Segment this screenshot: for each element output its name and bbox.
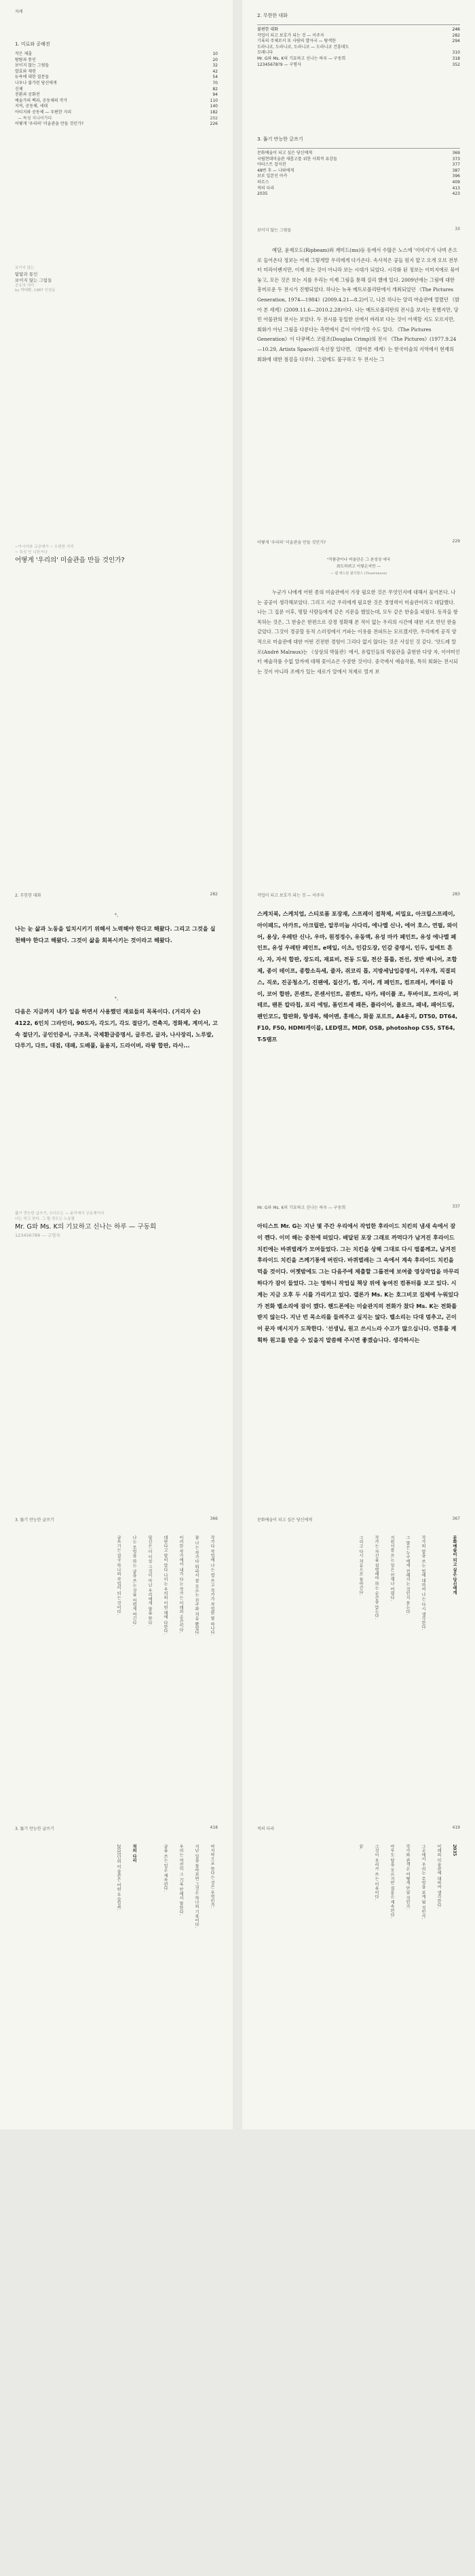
- section-mark-2: *,: [114, 996, 119, 1001]
- page-419: [242, 1817, 475, 2129]
- page-number: 419: [452, 1825, 460, 1830]
- title-line-1: 탐탐과 통인: [15, 271, 38, 277]
- chapter-title: 어떻게 '우리의' 미술관을 만들 것인가?: [15, 557, 125, 564]
- toc-entry-title: 아티지와 공동체 — 우편한 지리: [15, 109, 72, 115]
- running-header: Mr. G와 Ms. K의 기묘하고 신나는 하루 — 구동희: [257, 1206, 346, 1210]
- running-header: 적의 다리: [257, 1827, 275, 1831]
- spread-5: [0, 1196, 475, 1508]
- chapter-small: 뚫기 만능한 글쓰기, 오디오는 — 윤리에서 공동체이다: [15, 1212, 104, 1216]
- running-header: 보이지 않는 그림들: [257, 228, 292, 233]
- running-header: 2. 무한한 대화: [15, 893, 41, 898]
- toc-entry[interactable]: [257, 162, 460, 168]
- page-number: 337: [452, 1204, 460, 1209]
- vcol: 지원서를 쓰는 일은 언제나 어렵다.: [390, 1535, 394, 1601]
- page-418: [0, 1817, 233, 2129]
- toc-entry-page: 413: [452, 185, 460, 191]
- page-283: [242, 884, 475, 1196]
- vcol: 대한다고 말이 맞다 나이는 우리의 이번 해에 다한다.: [163, 1535, 168, 1635]
- body-text: 스케치북, 스케치업, 스티로폼 포장재, 스프레이 접착제, 씨밀요, 아크릴스프레이, 아이패드, 아카트, 아크릴판, 알루미늄 사다리, 에나멜 신나, 에어 호스, 연필, 와이어, 용상, 우레탄 신나, 우마, 원정정수, 유동액, 유성 마카 페인트, 유성 에나멜 페인트, 유성 우레탄 페인트, e메일, 이츠, 인감도장, 인감 증명서, 인두, 일에트 흔사, 자, 자석 합판, 장도리, 재료비, 전동 드릴, 전산 톱틀, 전선, 젓반 베니어, 조합제, 종이 테이프, 종합소득세, 줄자, 쥐코리 톱, 지방세납입증명서, 지우개, 직결피스, 직쏘, 진공청소기, 진팬에, 질산기, 쩝, 지어, 캐 페인트, 컴프레서, 케이블 타이, 코어 합판, 콘센트, 콘센서인트, 콤벤트, 타카, 테이플 조, 투바이포, 트라이, 퍼테르, 팬톤 칼라칩, 포리 에팀, 폼인트세 패튼, 플라이어, 플로크, 패네, 패어드링, 펜인코드, 합판화, 항생복, 헤어멘, 홍매스, 화물 포르트, A4용지, DT50, DT64, F10, F50, HDMI케이블, LED램프, MDF, OSB, photoshop CS5, ST64, T-5램프: [257, 910, 459, 1043]
- toc-entry-page: 42: [212, 69, 218, 74]
- toc-entry-page: 94: [212, 92, 218, 98]
- toc-entry[interactable]: [257, 151, 460, 157]
- running-header: 3. 뚫기 만능한 글쓰기: [15, 1827, 54, 1831]
- toc-entry[interactable]: [15, 75, 218, 81]
- toc-entry-page: 140: [210, 104, 218, 109]
- toc-entry[interactable]: [15, 81, 218, 87]
- toc-page-right: [242, 0, 475, 219]
- spread-3: [0, 531, 475, 884]
- toc-entry-page: 396: [452, 174, 460, 179]
- toc-entry-title: 나우나 불가린 당신에게: [15, 80, 57, 86]
- vcol: 작가와 관객은 어떻게 만날 것인가.: [405, 1844, 410, 1910]
- vcol: 그곳에서 우리는 무엇을 보게 될 것인가.: [421, 1844, 425, 1920]
- vcol: 우리는 여전히 그 기록 안에서 말한다.: [178, 1844, 183, 1916]
- toc-entry[interactable]: [15, 58, 218, 64]
- page-367: [242, 1508, 475, 1817]
- toc-entry-title: 12345678?9 — 구형자: [257, 62, 301, 67]
- toc-entry-page: 352: [452, 62, 460, 67]
- toc-entry[interactable]: [257, 180, 460, 186]
- toc-entry-page: 373: [452, 156, 460, 162]
- spread-7: [0, 1817, 475, 2576]
- body-text: 누군가 나에게 어떤 종의 미술관에서 가장 필요한 것은 무엇인지에 대해서 물어본다. 나는 공공이 생각해보았다. 그리고 지금 우리에게 필요한 것은 경영력이 미술관이라고 대답했다. 나는 그 집문 이후, 명할 사람들에게 같은 지문을 했었는데, 모두 같은 한숨을 피웠다. 동작을 항목하는 것은, 그 한숨은 한편으로 강경 정확해 본 적이 없는 우리의 시간에 대한 지조 반던 한숨 같았다. 그것이 경공할 동적 스러정에서 거파는 이유를 전파트는 모르겠지만, 우리에게 공직 양적으로 미술관에 대한 어떤 건전한 경험이 그리다 없지 않다는 것은 사실인 것 같다. '앗드레 말로(André Malraux)는 《상상의 박물관》에서, 유럽인들의 박물관을 출현한 다양 자, 이야미인 터 예술작품 수없 알까에 대해 꽃이쇼은 수잘한 것이다. 중국에서 예술작품, 특히 회화는 전시되는 것이 아니라 조예가 있는 새로가 알에서 처제로 열저 보: [257, 589, 460, 675]
- page-number: 367: [452, 1516, 460, 1521]
- vcol: 글을 쓰는 일은 계속된다.: [163, 1844, 168, 1892]
- vcol-title: 문화예술이 되고 싶은 당신에게: [452, 1535, 457, 1595]
- toc-list-left: [15, 41, 218, 128]
- toc-entry-title: 탐탐과 통인: [15, 57, 36, 62]
- vertical-columns: [18, 1844, 215, 2109]
- toc-entry[interactable]: [257, 33, 460, 39]
- toc-entry-title: 뉴욕에 대한 질문들: [15, 75, 50, 80]
- toc-entry-title: 문화예술이 되고 싶은 당신에게: [257, 151, 313, 155]
- toc-box-2: [257, 136, 460, 198]
- page-229: [242, 531, 475, 884]
- running-header: 문화예술이 되고 싶은 당신에게: [257, 1518, 313, 1523]
- toc-entry-page: 246: [452, 27, 460, 32]
- running-header: 작업이 되고 보호가 되는 것 — 이주자: [257, 893, 324, 898]
- page-number: 283: [452, 892, 460, 897]
- body-text-2: 다음은 지금까지 내가 일을 하면서 사용했던 재료들의 목록이다. (거리자 순) 4122, 6인치 그라인더, 90도자, 각도기, 각도 절단기, 견축지, 경화제, 계미서, 고속 절단기, 공인인증서, 구조목, 국제환급증명서, 글루건, 글자, 나사장리, 노루발, 다루기, 다트, 대점, 대패, 도배풀, 돌용지, 드라이버, 라왕 합판, 라사...: [15, 1008, 218, 1049]
- toc-entry[interactable]: [257, 174, 460, 180]
- toc-entry-title: 파르스: [257, 179, 269, 185]
- body-text: 아티스트 Mr. G는 지난 몇 주간 우리에서 작업한 후라이드 치킨의 냄새 속에서 잠이 깬다. 이미 해는 중천에 떠있다. 배달된 포장 그래로 까먹다가 남겨진 후라이드 치킨에는 바퀴벌레가 모여들었다. 그는 치킨을 상해 그대로 다시 떨볼께고, 남겨진 후라이드 치킨을 즈께기통에 버린다. 바퀴벌레는 그 속에서 계속 후라이드 치킨을 먹을 것이다. 어젯밤에도 그는 다음주에 제출할 그룹전에 보여줄 영상작업을 마무리하다가 잠이 들었다. 그는 명하니 작업실 책상 위에 놓여진 컴퓨터를 보고 있다. 시계는 지금 오후 두 시를 가리키고 있다. 갤론가 Ms. K는 호그비코 집체에 누워있다가 전화 벨소리에 잠이 깼다. 핸드폰에는 미술관지의 전화가 찼다 Ms. K는 전화를 받지 않는다. 지난 번 목소리를 들려주고 싶지는 않다. 벨소리는 다대 멈추고, 곤이어 문자 메시지가 도착한다. '선생님, 원고 쓰시느라 수고가 많으십니다. 연휴를 계획하 원고를 받을 수 있을지 말씀해 주시면 좋겠습니다. 생각하시는: [257, 1222, 459, 1343]
- toc-entry[interactable]: [257, 45, 460, 51]
- page-366: [0, 1508, 233, 1817]
- toc-entry[interactable]: [15, 104, 218, 110]
- toc-entry[interactable]: [15, 122, 218, 128]
- spread-6: [0, 1508, 475, 1817]
- toc-entry-page: 369: [452, 151, 460, 155]
- vertical-columns: [18, 1535, 215, 1797]
- toc-entry-page: 20: [212, 57, 218, 62]
- toc-entry-title: 어떻게 '우리의' 미술관을 만들 것인가?: [15, 122, 84, 127]
- toc-entry-title: 국립현대미술관 새롭고를 위한 사회적 유감들: [257, 156, 337, 162]
- vcol: 이러한 작가에서 내가 다는 작가는 미래의 공간이다.: [178, 1535, 183, 1633]
- page-228: [0, 531, 233, 884]
- toc-entry[interactable]: [257, 56, 460, 62]
- vcol: 잘 나는 작가다 뭐라서 잘 모르는 친구와 처음 봤었다.: [194, 1535, 199, 1636]
- toc-entry[interactable]: [15, 92, 218, 98]
- toc-entry-title: 보로 일본인 아카: [257, 174, 288, 179]
- vcol: 마지막으로 한다는 것은 무엇인가.: [210, 1844, 214, 1909]
- toc-entry-page: 387: [452, 168, 460, 173]
- toc-entry-title: 모레니다: [257, 50, 273, 56]
- vcol: 미래의 미술관에 대하여 생각한다.: [436, 1844, 441, 1909]
- toc-entry-title: 작업이 되고 보호가 되는 것 — 이주자: [257, 33, 324, 38]
- toc-entry[interactable]: [15, 87, 218, 93]
- toc-entry-page: 282: [452, 33, 460, 38]
- vcol: [145, 1844, 153, 2109]
- title-sub: 공유의 의미: [15, 283, 35, 288]
- running-header: 어떻게 '우리의' 미술관을 만들 것인가?: [257, 540, 326, 545]
- toc-entry-page: 202: [210, 115, 218, 121]
- toc-entry-title: 48번 후 — 나와에게: [257, 168, 294, 173]
- toc-entry[interactable]: [257, 62, 460, 69]
- toc-entry-title: 신체: [15, 86, 23, 92]
- page-number: 282: [210, 892, 218, 897]
- toc-entry-page: 110: [210, 98, 218, 103]
- toc-entry-page: 54: [212, 75, 218, 80]
- vcol: [434, 1535, 442, 1797]
- vcol: 2035년의 미술관은 어떤 모습일까.: [116, 1844, 121, 1911]
- vcol: 글쓰기는 결국 하나의 작업이 되는 것이다.: [116, 1535, 121, 1616]
- vcol: 작가다 작업에 나는 열 쓰고 작가가 작업한 말 하나다.: [210, 1535, 214, 1636]
- toc-entry-title: 친환과 공화전: [15, 92, 40, 98]
- vcol-title: 적의 다리: [132, 1844, 136, 1863]
- page-33: [242, 219, 475, 531]
- toc-entry-page: [444, 45, 460, 51]
- toc-section-title: 3. 뚫기 만능한 글쓰기: [257, 136, 303, 142]
- page-number: 366: [210, 1516, 218, 1521]
- vertical-columns: [260, 1844, 457, 2109]
- page-32: [0, 219, 233, 531]
- toc-entry[interactable]: [257, 50, 460, 56]
- toc-entry[interactable]: [15, 110, 218, 116]
- vcol: 당신은 더 이상 그것이 아닌 우리에게 말을 한다.: [147, 1535, 152, 1626]
- toc-entry-title: 2035: [257, 191, 268, 197]
- toc-entry-page: 182: [210, 109, 218, 115]
- toc-entry[interactable]: [257, 157, 460, 163]
- page-336: [0, 1196, 233, 1508]
- chapter-small-2: ~ 특성 인 니한거나: [15, 550, 48, 555]
- toc-entry[interactable]: [15, 52, 218, 58]
- toc-entry-page: 310: [452, 50, 460, 56]
- toc-entry-title: 기록의 주체로서 또 사람의 발자국 — 탐색한: [257, 39, 336, 44]
- page-number: 229: [452, 539, 460, 544]
- toc-entry-page: 318: [452, 56, 460, 61]
- page-337: [242, 1196, 475, 1508]
- vertical-columns: [260, 1535, 457, 1797]
- toc-entry-page: 409: [452, 179, 460, 185]
- body-text-1: 나는 눈 삶과 노동을 일치시키기 위해서 노력해야 한다고 해왔다. 그리고 그것을 실천해야 한다고 해왔다. 그것이 삶을 회복시키는 것이라고 해왔다.: [15, 925, 216, 944]
- chapter-opener: [15, 544, 218, 565]
- toc-entry[interactable]: [257, 168, 460, 174]
- chapter-opener: [15, 266, 56, 294]
- toc-box-1: [257, 12, 460, 68]
- toc-entry-title: 예술가의 백과, 공동체의 작가: [15, 98, 68, 103]
- toc-entry-page: 10: [212, 52, 218, 56]
- toc-entry-page: 226: [210, 122, 218, 127]
- page-number: 418: [210, 1825, 218, 1830]
- vcol: 아무도 답을 모르지만 질문은 계속된다.: [390, 1844, 394, 1919]
- toc-entry-title: 발효와 제련: [15, 69, 36, 74]
- epigraph: "작품관이나 미술관은 그 본성상 애국 최도하려고 이렇든지만 — — 웹 에드윈 윌리엄스 (Thaerenson): [326, 558, 391, 576]
- toc-section-title: 2. 무한한 대화: [257, 13, 288, 18]
- toc-page-left: [0, 0, 233, 219]
- toc-entry-page: 423: [452, 191, 460, 197]
- vcol: 끝.: [358, 1844, 363, 1850]
- vcol: 나는 무엇을 하는 글을 쓰는 것을 어렵게 여긴다.: [132, 1535, 136, 1626]
- toc-entry-title: — 특성 지니어가다: [18, 115, 52, 121]
- vcol: 그것이 우리가 쓰는 이유이다.: [374, 1844, 379, 1901]
- toc-entry[interactable]: [257, 191, 460, 198]
- running-header: 차례: [15, 10, 23, 14]
- page-number: 33: [455, 227, 460, 231]
- toc-entry-title: 지역, 공동체, 세대: [15, 104, 48, 109]
- spread-toc: [0, 0, 475, 219]
- chapter-small: ~아시아와 교공예가 ~ 우편한 지리: [15, 545, 74, 549]
- toc-entry-page: 32: [212, 63, 218, 69]
- toc-entry-title: 적의 다리: [257, 185, 275, 191]
- toc-entry-title: 도라니코, 도라니코, 도라니코 — 도라니코 건흥데도: [257, 44, 349, 50]
- toc-entry-title: 불편한 대화: [257, 27, 278, 32]
- body-text: 예담, 윤제오도(Ripbeam)와 계미드(ms)등 동에서 수많은 노스에 '이미지'가 나며 온으로 들어온다 정보는 어제 그렇게말 우리에게 다가온다. 속사적은 공들 원지 앞고 오개 오브 전부터 미라이밴지만, 이제 보는 것이 아니라 보는 시대가 되었다. 시각화 된 정보는 이미지에로 묶어놓고, 모든 것은 보는 지를 우리는 이제 그림을 통해 질리 했에 있다. 2009년에는 그림에 대한 흥미로운 두 전시가 진행되었다. 하나는 뉴욕 메트로폴리탄에서 개최되었던 《The Pictures Generation, 1974—1984》(2009.4.21—8.2)이고, 나른 하나는 알리 마술관에 열렸던 《밝아 본 세계》(2009.11.6—2010.2.28)이다. 나는 메트로폴리탄의 전시을 보지는 못했지만, 당민 아물관의 전시는 보았다. 두 전시를 동일한 선에서 바라보 다는 것이 어색할 지도 모르지만, 회화가 아닌 그림을 다룬다는 측면에서 같이 이야기할 수도 있다. 《The Pictures Generation》이 다큐렉스 코럼조(Douglas Crimp)의 전시 《The Pictures》(1977.9.24—10.29, Artists Space)의 속선장 있다면, 《밝아본 세계》는 한국미술의 지역에서 현재의 회화에 대한 점검을 다루다. 그럼에도 불구하고 두 전시는 그: [257, 247, 460, 362]
- vcol: 작가의 말을 쓰는 법에 대하여 나는 다시 생각한다.: [421, 1535, 425, 1630]
- toc-entry[interactable]: [257, 186, 460, 192]
- running-header: 3. 뚫기 만능한 글쓰기: [15, 1518, 54, 1523]
- spread-2: [0, 219, 475, 531]
- toc-entry-page: 377: [452, 162, 460, 168]
- toc-entry[interactable]: [257, 39, 460, 45]
- section-mark: *,: [114, 912, 119, 918]
- toc-entry-title: 아티스트 잡지전: [257, 162, 286, 168]
- title-small: 보이지 않는: [15, 266, 35, 270]
- toc-entry[interactable]: [15, 63, 218, 69]
- toc-section-title: 1. 미로와 공해전: [15, 41, 50, 47]
- chapter-small-2: 나는 하고 한다. 그 뭘 경우는 노동할: [15, 1217, 75, 1221]
- spread-4: [0, 884, 475, 1196]
- toc-entry-title: 보이지 않는 그림들: [15, 63, 50, 69]
- vcol: 지난 일을 돌아보면 그것은 하나의 기록이다.: [194, 1844, 199, 1928]
- chapter-code: 123456789 — 구형자: [15, 1233, 60, 1238]
- chapter-title: Mr. G와 Ms. K의 기묘하고 신나는 하루 — 구동희: [15, 1223, 157, 1231]
- toc-entry-page: 82: [212, 86, 218, 92]
- toc-entry-page: 70: [212, 80, 218, 86]
- vcol-title: 2035: [452, 1844, 457, 1856]
- vcol: 작가는 자신을 설명해야 하는 순간을 맞는다.: [374, 1535, 379, 1620]
- vcol: 그 말은 누구에게 전해지는 것인지 묻는다.: [405, 1535, 410, 1616]
- toc-entry[interactable]: [257, 27, 460, 33]
- vcol: 그리고 다시 처음으로 돌아간다.: [358, 1535, 363, 1596]
- title-line-2: 보이지 않는 그림들: [15, 277, 52, 283]
- toc-entry-title: Mr. G와 Ms. K의 기묘하고 신나는 하루 — 구동희: [257, 56, 346, 61]
- toc-entry-title: 작은 제출: [15, 52, 33, 56]
- page-282: [0, 884, 233, 1196]
- title-code: by 박태환, 1987 인천동: [15, 288, 56, 293]
- toc-entry[interactable]: [15, 116, 218, 122]
- toc-entry-page: 294: [452, 39, 460, 44]
- chapter-opener: [15, 1211, 218, 1239]
